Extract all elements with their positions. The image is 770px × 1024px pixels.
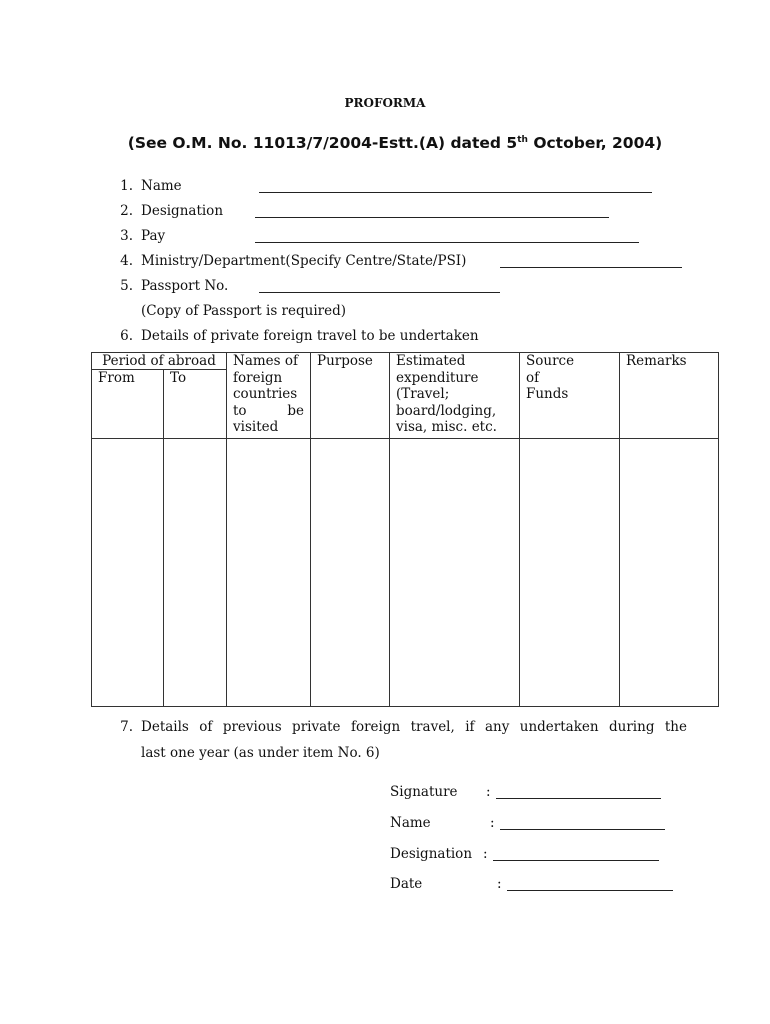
header-line: (Travel; [396,386,450,402]
header-line: visa, misc. etc. [396,419,497,435]
header-line: visited [233,419,279,435]
header-line: expenditure [396,369,479,386]
from-cell[interactable] [92,439,164,707]
table-header-row [92,353,719,439]
to-cell[interactable] [164,439,227,707]
item-number: 7. [120,719,133,735]
header-line: Source [526,353,575,369]
name-field[interactable] [259,192,652,193]
header-line: foreign [233,369,283,386]
item-label: Ministry/Department(Specify Centre/State/PSI) [141,253,467,269]
designation-colon: : [483,846,488,862]
header-line: Names of [233,353,298,369]
page-title: PROFORMA [344,96,426,110]
signature-designation-field[interactable] [493,860,659,861]
expenditure-cell[interactable] [390,439,520,707]
date-label: Date [390,876,423,892]
signature-name-field[interactable] [500,829,665,830]
header-line: of [526,369,540,386]
item-label: Designation [141,203,224,219]
item-number: 5. [120,278,133,294]
item-label: Passport No. [141,278,229,294]
subtitle-tail: October, 2004) [527,134,663,152]
remarks-header: Remarks [620,353,719,439]
period-of-abroad-header: Period of abroad [92,353,226,370]
name-colon: : [490,815,495,831]
header-line: countries [233,386,298,402]
item-number: 6. [120,328,133,344]
signature-colon: : [486,784,491,800]
signature-field[interactable] [496,798,661,799]
pay-field[interactable] [255,242,639,243]
item-label: Details of previous private foreign travel, if any undertaken during the [141,719,687,735]
passport-note: (Copy of Passport is required) [141,303,347,319]
item-number: 4. [120,253,133,269]
header-line: to be [233,402,304,419]
subtitle-main: (See O.M. No. 11013/7/2004-Estt.(A) dated 5 [127,134,518,152]
item-label: Name [141,178,182,194]
signature-label: Signature [390,784,458,800]
passport-field[interactable] [259,292,500,293]
item-number: 2. [120,203,133,219]
item-label: Pay [141,228,166,244]
purpose-header: Purpose [311,353,390,439]
ministry-field[interactable] [500,267,682,268]
item-number: 3. [120,228,133,244]
source-header [520,353,620,439]
remarks-cell[interactable] [620,439,719,707]
to-header: To [170,370,187,386]
from-header: From [92,370,164,438]
source-cell[interactable] [520,439,620,707]
header-line: Estimated [396,353,466,369]
item-label: Details of private foreign travel to be undertaken [141,328,479,344]
travel-details-table [91,352,719,707]
table-row [92,439,719,707]
date-field[interactable] [507,890,673,891]
name-label: Name [390,815,431,831]
designation-label: Designation [390,846,473,862]
purpose-cell[interactable] [311,439,390,707]
item-number: 1. [120,178,133,194]
page-subtitle [0,134,770,152]
expenditure-header [390,353,520,439]
period-header-cell [92,353,227,439]
header-line: board/lodging, [396,402,497,419]
designation-field[interactable] [255,217,609,218]
subtitle-superscript: th [517,135,528,145]
date-colon: : [497,876,502,892]
header-line: Funds [526,386,569,402]
previous-travel-continuation: last one year (as under item No. 6) [141,745,380,761]
countries-header [227,353,311,439]
countries-cell[interactable] [227,439,311,707]
